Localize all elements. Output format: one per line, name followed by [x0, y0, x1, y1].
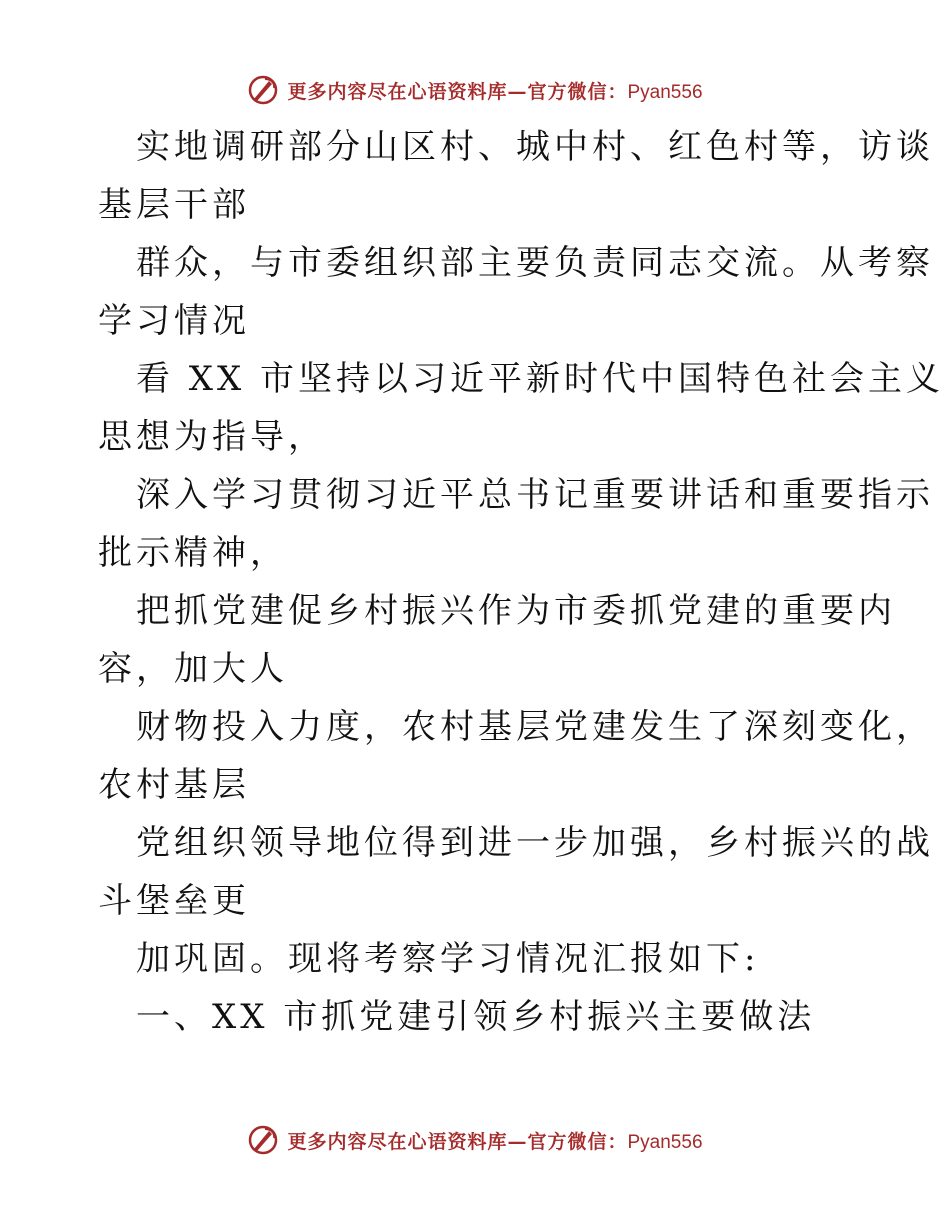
body-line: 党组织领导地位得到进一步加强，乡村振兴的战: [136, 823, 934, 863]
body-line: 斗堡垒更: [98, 881, 250, 921]
body-line: 基层干部: [98, 185, 250, 225]
header-watermark: [0, 70, 950, 110]
body-line: 加巩固。现将考察学习情况汇报如下:: [136, 939, 760, 979]
footer-watermark: [0, 1120, 950, 1160]
body-line: 农村基层: [98, 765, 250, 805]
watermark-label: 更多内容尽在心语资料库—官方微信：Pyan556: [287, 80, 703, 103]
quill-logo-icon: [247, 74, 279, 106]
body-line: 看 XX 市坚持以习近平新时代中国特色社会主义: [136, 359, 945, 399]
body-line: 学习情况: [98, 301, 250, 341]
watermark-label: 更多内容尽在心语资料库—官方微信：Pyan556: [287, 1130, 703, 1153]
body-line: 把抓党建促乡村振兴作为市委抓党建的重要内: [136, 591, 896, 631]
section-heading: 一、XX 市抓党建引领乡村振兴主要做法: [136, 997, 816, 1037]
document-body: [98, 118, 945, 1046]
body-line: 实地调研部分山区村、城中村、红色村等，访谈: [136, 127, 934, 167]
body-line: 深入学习贯彻习近平总书记重要讲话和重要指示: [136, 475, 934, 515]
body-line: 批示精神，: [98, 533, 288, 573]
body-line: 财物投入力度，农村基层党建发生了深刻变化，: [136, 707, 934, 747]
body-line: 容，加大人: [98, 649, 288, 689]
body-line: 群众，与市委组织部主要负责同志交流。从考察: [136, 243, 934, 283]
quill-logo-icon: [247, 1124, 279, 1156]
body-line: 思想为指导，: [98, 417, 326, 457]
